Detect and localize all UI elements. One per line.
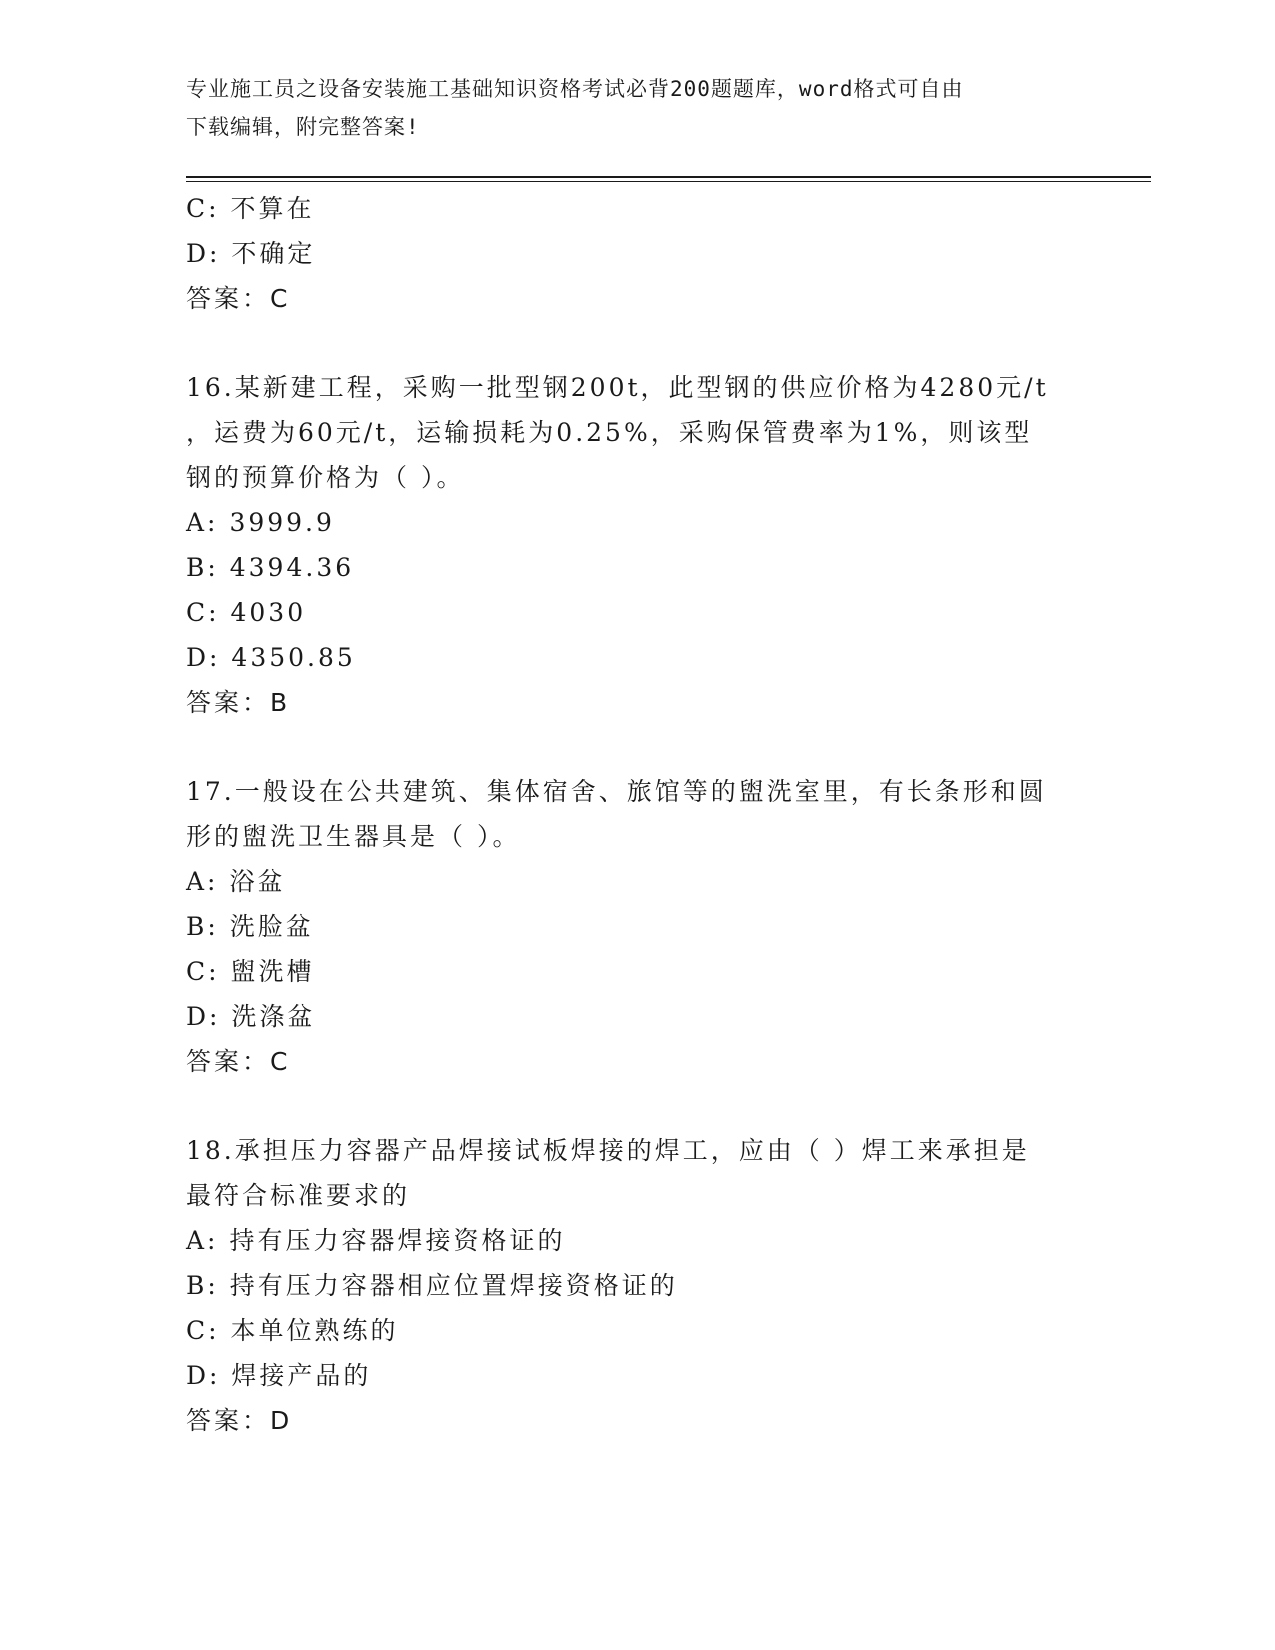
answer-label: 答案： xyxy=(186,284,271,313)
option-text: 持有压力容器相应位置焊接资格证的 xyxy=(229,1271,678,1300)
header-divider-thick xyxy=(186,176,1151,178)
answer-line xyxy=(186,276,1086,321)
answer-value: B xyxy=(270,688,289,717)
option-text: 焊接产品的 xyxy=(231,1361,372,1390)
option-letter: C: xyxy=(186,1316,231,1345)
option-text: 4350.85 xyxy=(231,643,356,672)
option-d xyxy=(186,635,1086,680)
option-c xyxy=(186,590,1086,635)
stem-line: 17.一般设在公共建筑、集体宿舍、旅馆等的盥洗室里，有长条形和圆 xyxy=(186,777,1047,806)
option-d xyxy=(186,1353,1086,1398)
document-header xyxy=(186,70,1066,146)
option-c xyxy=(186,949,1086,994)
option-text: 盥洗槽 xyxy=(230,957,315,986)
option-letter: A: xyxy=(186,508,230,537)
answer-label: 答案： xyxy=(186,688,271,717)
question-stem xyxy=(186,769,1086,859)
question-18 xyxy=(186,1128,1086,1443)
option-letter: A: xyxy=(186,867,230,896)
option-text: 4394.36 xyxy=(229,553,355,582)
option-a xyxy=(186,859,1086,904)
header-divider-thin xyxy=(186,181,1151,182)
option-letter: D: xyxy=(186,643,232,672)
answer-label: 答案： xyxy=(186,1047,271,1076)
option-b xyxy=(186,904,1086,949)
question-stem xyxy=(186,365,1086,500)
option-letter: C: xyxy=(186,957,231,986)
option-letter: D: xyxy=(186,1361,232,1390)
stem-line: 形的盥洗卫生器具是（ ）。 xyxy=(186,822,521,851)
header-title-line-2: 下载编辑，附完整答案! xyxy=(186,115,420,139)
option-text: 洗涤盆 xyxy=(231,1002,316,1031)
answer-value: C xyxy=(270,284,289,313)
option-letter: B: xyxy=(186,1271,230,1300)
previous-question-tail xyxy=(186,186,1086,321)
question-16 xyxy=(186,365,1086,725)
answer-line xyxy=(186,680,1086,725)
answer-line xyxy=(186,1039,1086,1084)
option-a xyxy=(186,500,1086,545)
option-text: 持有压力容器焊接资格证的 xyxy=(229,1226,566,1255)
option-letter: C: xyxy=(186,598,231,627)
option-text: 不确定 xyxy=(231,239,316,268)
stem-line: 最符合标准要求的 xyxy=(186,1181,411,1210)
option-text: 4030 xyxy=(230,598,307,627)
header-title-line-1: 专业施工员之设备安装施工基础知识资格考试必背200题题库，word格式可自由 xyxy=(186,77,964,101)
option-text: 3999.9 xyxy=(229,508,335,537)
option-b xyxy=(186,545,1086,590)
option-letter: A: xyxy=(186,1226,230,1255)
option-a xyxy=(186,1218,1086,1263)
option-letter: D: xyxy=(186,239,232,268)
question-content xyxy=(186,186,1086,1443)
answer-value: D xyxy=(270,1406,291,1435)
answer-label: 答案： xyxy=(186,1406,271,1435)
stem-line: 18.承担压力容器产品焊接试板焊接的焊工，应由（ ）焊工来承担是 xyxy=(186,1136,1030,1165)
option-letter: D: xyxy=(186,1002,232,1031)
option-text: 不算在 xyxy=(230,194,315,223)
option-text: 浴盆 xyxy=(229,867,286,896)
answer-value: C xyxy=(270,1047,289,1076)
option-b xyxy=(186,1263,1086,1308)
option-text: 洗脸盆 xyxy=(229,912,314,941)
option-letter: B: xyxy=(186,912,230,941)
question-stem xyxy=(186,1128,1086,1218)
option-c xyxy=(186,1308,1086,1353)
stem-line: ，运费为60元/t，运输损耗为0.25%，采购保管费率为1%，则该型 xyxy=(186,418,1033,447)
stem-line: 16.某新建工程，采购一批型钢200t，此型钢的供应价格为4280元/t xyxy=(186,373,1049,402)
stem-line: 钢的预算价格为（ ）。 xyxy=(186,463,465,492)
option-letter: B: xyxy=(186,553,230,582)
option-letter: C: xyxy=(186,194,231,223)
option-d xyxy=(186,994,1086,1039)
answer-line xyxy=(186,1398,1086,1443)
option-d xyxy=(186,231,1086,276)
option-c xyxy=(186,186,1086,231)
question-17 xyxy=(186,769,1086,1084)
option-text: 本单位熟练的 xyxy=(230,1316,399,1345)
